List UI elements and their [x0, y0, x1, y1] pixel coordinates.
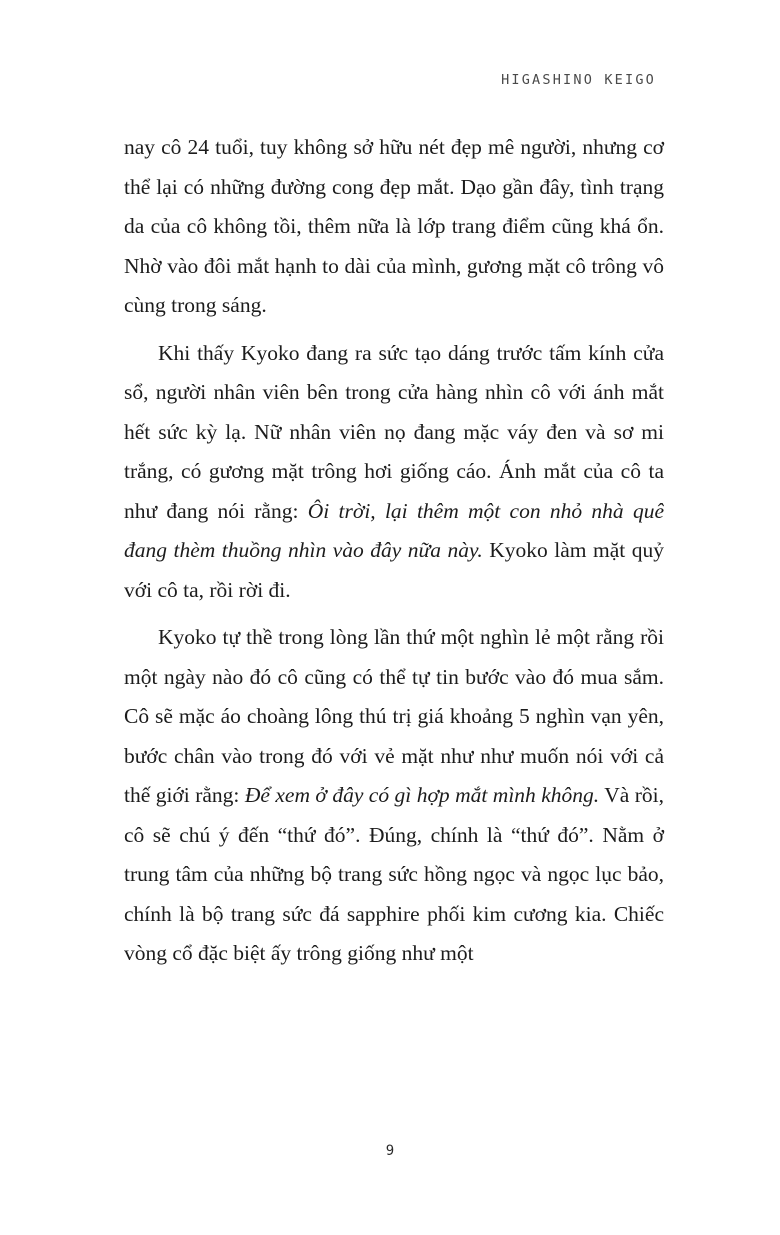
body-text-block — [124, 128, 664, 974]
text-run: Và rồi, cô sẽ chú ý đến “thứ đó”. Đúng, chính là “thứ đó”. Nằm ở trung tâm của những bộ trang sức hồng ngọc và ngọc lục bảo, chính là bộ trang sức đá sapphire phối kim cương kia. Chiếc vòng cổ đặc biệt ấy trông giống như một — [124, 783, 664, 965]
text-run: Kyoko tự thề trong lòng lần thứ một nghìn lẻ một rằng rồi một ngày nào đó cô cũng có thể tự tin bước vào đó mua sắm. Cô sẽ mặc áo choàng lông thú trị giá khoảng 5 nghìn vạn yên, bước chân vào trong đó với vẻ mặt như như muốn nói với cả thế giới rằng: — [124, 625, 664, 807]
paragraph — [124, 618, 664, 974]
italic-text-run: Để xem ở đây có gì hợp mắt mình không. — [244, 783, 600, 807]
paragraph — [124, 334, 664, 611]
text-run: nay cô 24 tuổi, tuy không sở hữu nét đẹp mê người, nhưng cơ thể lại có những đường cong đẹp mắt. Dạo gần đây, tình trạng da của cô không tồi, thêm nữa là lớp trang điểm cũng khá ổn. Nhờ vào đôi mắt hạnh to dài của mình, gương mặt cô trông vô cùng trong sáng. — [124, 135, 664, 317]
paragraph — [124, 128, 664, 326]
running-head: HIGASHINO KEIGO — [501, 72, 656, 88]
text-run: Kyoko làm mặt quỷ với cô ta, rồi rời đi. — [124, 538, 664, 602]
page-number: 9 — [385, 1143, 395, 1159]
italic-text-run: Ôi trời, lại thêm một con nhỏ nhà quê đang thèm thuồng nhìn vào đây nữa này. — [124, 498, 664, 562]
text-run: Khi thấy Kyoko đang ra sức tạo dáng trước tấm kính cửa sổ, người nhân viên bên trong cửa hàng nhìn cô với ánh mắt hết sức kỳ lạ. Nữ nhân viên nọ đang mặc váy đen và sơ mi trắng, có gương mặt trông hơi giống cáo. Ánh mắt của cô ta như đang nói rằng: — [124, 340, 664, 523]
